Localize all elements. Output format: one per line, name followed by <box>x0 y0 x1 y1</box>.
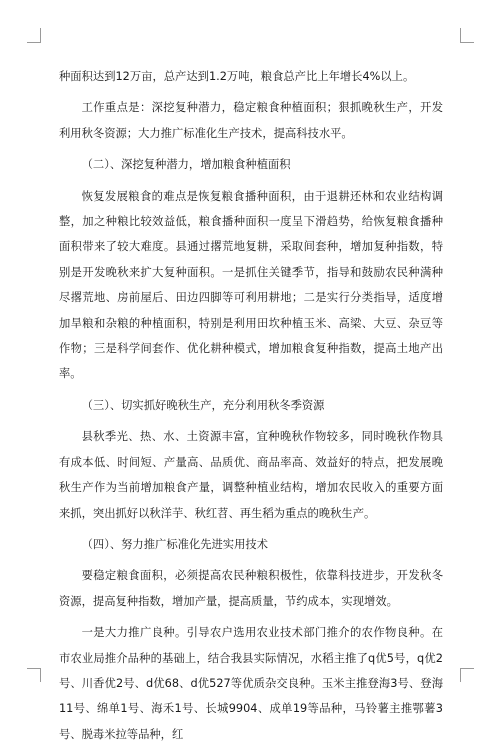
document-body <box>59 64 443 753</box>
crop-mark-bottom-right-horizontal <box>460 668 474 669</box>
paragraph-1: 种面积达到12万亩，总产达到1.2万吨，粮食总产比上年增长4%以上。 <box>59 70 415 83</box>
section-heading-3: （三）、切实抓好晚秋生产，充分利用秋冬季资源 <box>81 398 325 412</box>
crop-mark-top-right-horizontal <box>460 42 474 43</box>
paragraph-6: 一是大力推广良种。引导农户选用农业技术部门推介的农作物良种。在市农业局推介品种的基础上，结合我县实际情况，水稻主推了q优5号，q优2号、川香优2号、d优68、d优527等优质杂交良种。玉米主推登海3号、登海11号、绵单1号、海禾1号、长城9904、成单19等品种，马铃薯主推鄂薯3号、脱毒米拉等品种，红 <box>59 626 443 741</box>
paragraph-2: 工作重点是：深挖复种潜力，稳定粮食种植面积；狠抓晚秋生产，开发利用秋冬资源；大力推广标准化生产技术，提高科技水平。 <box>59 101 443 140</box>
paragraph-3: 恢复发展粮食的难点是恢复粮食播种面积，由于退耕还林和农业结构调整，加之种粮比较效益低，粮食播种面积一度呈下滑趋势，给恢复粮食播种面积带来了较大难度。县通过撂荒地复耕，采取间套种，增加复种指数，特别是开发晚秋来扩大复种面积。一是抓住关键季节，指导和鼓励农民种满种尽撂荒地、房前屋后、田边四脚等可利用耕地；二是实行分类指导，适度增加旱粮和杂粮的种植面积，特别是利用田坎种植玉米、高梁、大豆、杂豆等作物；三是科学间套作、优化耕种模式，增加粮食复种指数，提高土地产出率。 <box>59 189 443 381</box>
paragraph-5: 要稳定粮食面积，必须提高农民种粮积极性，依靠科技进步，开发秋冬资源，提高复种指数，增加产量，提高质量，节约成本，实现增效。 <box>59 569 443 608</box>
crop-mark-bottom-left-vertical <box>40 668 41 682</box>
crop-mark-bottom-right-vertical <box>460 668 461 682</box>
crop-mark-bottom-left-horizontal <box>27 668 41 669</box>
crop-mark-top-right-vertical <box>460 28 461 42</box>
crop-mark-top-left-horizontal <box>27 42 41 43</box>
paragraph-4: 县秋季光、热、水、土资源丰富，宜种晚秋作物较多，同时晚秋作物具有成本低、时间短、产量高、品质优、商品率高、效益好的特点，把发展晚秋生产作为当前增加粮食产量，调整种植业结构，增加农民收入的重要方面来抓，突出抓好以秋洋芋、秋红苕、再生稻为重点的晚秋生产。 <box>59 430 443 520</box>
section-heading-2: （二）、深挖复种潜力，增加粮食种植面积 <box>81 158 291 172</box>
crop-mark-top-left-vertical <box>40 28 41 42</box>
section-heading-4: （四）、努力推广标准化先进实用技术 <box>81 537 268 551</box>
